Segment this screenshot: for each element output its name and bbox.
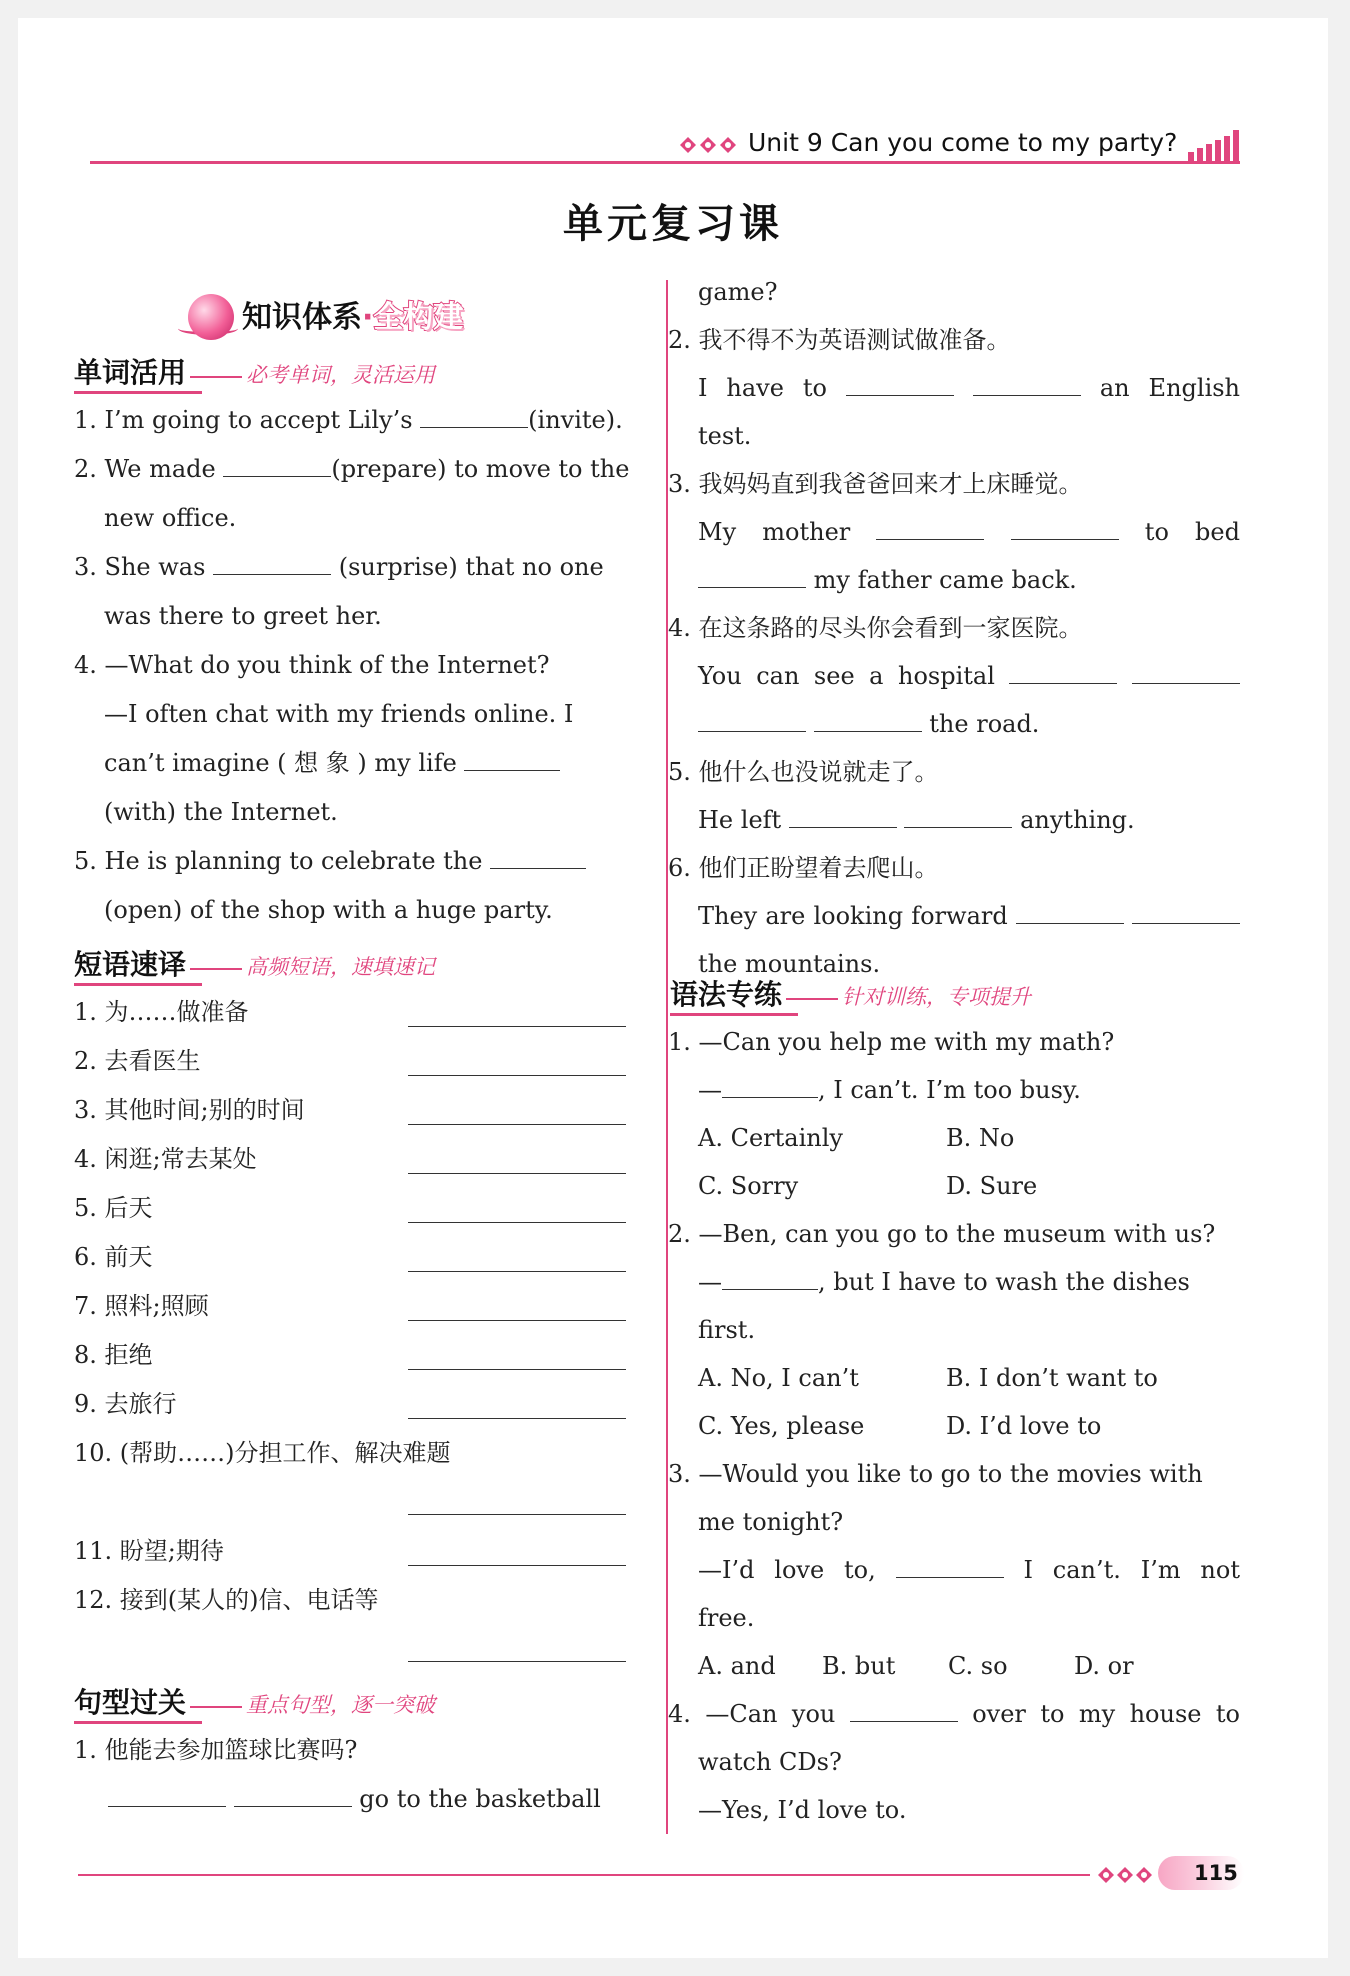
header-rule <box>90 161 1240 164</box>
word-q4-line3 <box>104 747 560 779</box>
banner-text-pink: 全构建 <box>373 300 464 335</box>
grammar-q2-option-b[interactable]: B. I don’t want to <box>946 1364 1158 1392</box>
banner-text <box>242 292 463 336</box>
phrase-9: 9. 去旅行 <box>74 1390 177 1418</box>
sentence-5-text-end: anything. <box>1020 806 1135 834</box>
answer-blank[interactable] <box>698 709 806 732</box>
grammar-q3-option-a[interactable]: A. and <box>698 1652 776 1680</box>
section-underline <box>74 1721 202 1724</box>
grammar-q1-option-a[interactable]: A. Certainly <box>698 1124 843 1152</box>
answer-blank[interactable] <box>108 1784 226 1807</box>
sentence-3-english <box>698 516 1240 548</box>
word-q4: 4. —What do you think of the Internet? <box>74 651 550 679</box>
section-subtitle: 高频短语，速填速记 <box>246 955 436 979</box>
grammar-q1-option-c[interactable]: C. Sorry <box>698 1172 799 1200</box>
word-q1 <box>74 404 623 436</box>
dash: — <box>698 1076 722 1104</box>
sentence-2-english <box>698 372 1240 404</box>
grammar-q4 <box>668 1698 1240 1730</box>
answer-blank[interactable] <box>1011 517 1119 540</box>
word-q2 <box>74 453 629 485</box>
section-title: 单词活用 <box>74 356 187 389</box>
section-subtitle: 重点句型，逐一突破 <box>246 1693 436 1717</box>
sentence-3-cont <box>698 564 1077 596</box>
section-heading-phrases <box>74 948 435 982</box>
sentence-1-end: game? <box>698 278 778 306</box>
pink-ball-icon <box>188 294 234 340</box>
word-q4-line2: —I often chat with my friends online. I <box>104 700 574 728</box>
page-number: 115 <box>1194 1861 1238 1885</box>
answer-blank[interactable] <box>814 709 922 732</box>
word-q1-hint: (invite). <box>528 406 623 434</box>
phrase-12: 12. 接到(某人的)信、电话等 <box>74 1586 379 1614</box>
word-q2-text: 2. We made <box>74 455 216 483</box>
sentence-1-text: go to the basketball <box>359 1785 601 1813</box>
grammar-q2-reply-text: , but I have to wash the dishes <box>818 1268 1190 1296</box>
section-heading-words <box>74 356 435 390</box>
answer-line[interactable] <box>408 1565 626 1566</box>
phrase-11: 11. 盼望;期待 <box>74 1537 224 1565</box>
diamond-arrows-icon <box>678 134 740 156</box>
sentence-4-text: You can see a hospital <box>698 662 995 690</box>
word-q2-hint: (prepare) to move to the <box>331 455 630 483</box>
sentence-5-text: He left <box>698 806 782 834</box>
answer-line[interactable] <box>408 1369 626 1370</box>
word-q3 <box>74 551 604 583</box>
word-q4-line4: (with) the Internet. <box>104 798 338 826</box>
sentence-5-chinese: 5. 他什么也没说就走了。 <box>668 758 939 786</box>
answer-line[interactable] <box>408 1271 626 1272</box>
sentence-6-text: They are looking forward <box>698 902 1008 930</box>
answer-blank[interactable] <box>464 748 560 771</box>
answer-line[interactable] <box>408 1514 626 1515</box>
section-dash <box>786 998 838 1000</box>
sentence-2-text: I have to <box>698 374 827 402</box>
grammar-q2-end: first. <box>698 1316 756 1344</box>
phrase-8: 8. 拒绝 <box>74 1341 153 1369</box>
sentence-5-english <box>698 804 1135 836</box>
answer-blank[interactable] <box>846 373 954 396</box>
unit-title: Unit 9 Can you come to my party? <box>748 128 1178 157</box>
word-q2-cont: new office. <box>104 504 237 532</box>
phrase-6: 6. 前天 <box>74 1243 153 1271</box>
answer-blank[interactable] <box>698 565 806 588</box>
grammar-q4-text-end: over to my house to <box>972 1700 1240 1728</box>
grammar-q2-option-d[interactable]: D. I’d love to <box>946 1412 1102 1440</box>
grammar-q2: 2. —Ben, can you go to the museum with us? <box>668 1220 1216 1248</box>
word-q5-cont: (open) of the shop with a huge party. <box>104 896 553 924</box>
answer-blank[interactable] <box>896 1555 1004 1578</box>
sentence-3-end: my father came back. <box>813 566 1077 594</box>
section-banner <box>178 286 558 346</box>
answer-blank[interactable] <box>876 517 984 540</box>
banner-dot: · <box>362 300 374 335</box>
section-dash <box>190 376 242 378</box>
sentence-4-chinese: 4. 在这条路的尽头你会看到一家医院。 <box>668 614 1083 642</box>
sentence-6-chinese: 6. 他们正盼望着去爬山。 <box>668 854 939 882</box>
grammar-q2-reply <box>698 1266 1190 1298</box>
answer-line[interactable] <box>408 1026 626 1027</box>
phrase-3: 3. 其他时间;别的时间 <box>74 1096 305 1124</box>
grammar-q1: 1. —Can you help me with my math? <box>668 1028 1115 1056</box>
answer-blank[interactable] <box>722 1075 818 1098</box>
grammar-q3-option-c[interactable]: C. so <box>948 1652 1008 1680</box>
sentence-2-end: test. <box>698 422 752 450</box>
answer-blank[interactable] <box>1132 901 1240 924</box>
answer-blank[interactable] <box>223 454 331 477</box>
answer-line[interactable] <box>408 1173 626 1174</box>
answer-blank[interactable] <box>1132 661 1240 684</box>
answer-line[interactable] <box>408 1418 626 1419</box>
phrase-4: 4. 闲逛;常去某处 <box>74 1145 257 1173</box>
answer-line[interactable] <box>408 1124 626 1125</box>
grammar-q3-end: free. <box>698 1604 755 1632</box>
section-underline <box>670 1013 798 1016</box>
phrase-7: 7. 照料;照顾 <box>74 1292 209 1320</box>
page-title: 单元复习课 <box>563 201 783 247</box>
grammar-q1-option-d[interactable]: D. Sure <box>946 1172 1038 1200</box>
sentence-6-english <box>698 900 1240 932</box>
answer-line[interactable] <box>408 1075 626 1076</box>
grammar-q3-reply-end: I can’t. I’m not <box>1023 1556 1240 1584</box>
diamond-arrows-icon <box>1096 1864 1156 1886</box>
sentence-2-chinese: 2. 我不得不为英语测试做准备。 <box>668 326 1011 354</box>
grammar-q1-option-b[interactable]: B. No <box>946 1124 1015 1152</box>
section-title: 句型过关 <box>74 1686 187 1719</box>
section-title: 语法专练 <box>670 978 783 1011</box>
answer-blank[interactable] <box>490 846 586 869</box>
phrase-5: 5. 后天 <box>74 1194 153 1222</box>
grammar-q3-line2: me tonight? <box>698 1508 844 1536</box>
section-subtitle: 针对训练，专项提升 <box>842 985 1032 1009</box>
answer-blank[interactable] <box>420 405 528 428</box>
sentence-1-chinese: 1. 他能去参加篮球比赛吗? <box>74 1736 358 1764</box>
word-q3-text: 3. She was <box>74 553 206 581</box>
sentence-3-text-end: to bed <box>1144 518 1240 546</box>
answer-blank[interactable] <box>973 373 1081 396</box>
section-heading-grammar <box>670 978 1031 1012</box>
word-q3-cont: was there to greet her. <box>104 602 382 630</box>
grammar-q3-reply-text: —I’d love to, <box>698 1556 876 1584</box>
answer-blank[interactable] <box>1009 661 1117 684</box>
section-dash <box>190 968 242 970</box>
grammar-q4-text: 4. —Can you <box>668 1700 836 1728</box>
sentence-4-english <box>698 660 1240 692</box>
workbook-page <box>18 18 1328 1958</box>
answer-blank[interactable] <box>1016 901 1124 924</box>
answer-line[interactable] <box>408 1222 626 1223</box>
sentence-3-chinese: 3. 我妈妈直到我爸爸回来才上床睡觉。 <box>668 470 1083 498</box>
grammar-q3-reply <box>698 1554 1240 1586</box>
word-q5-text: 5. He is planning to celebrate the <box>74 847 483 875</box>
section-underline <box>74 983 202 986</box>
word-q1-text: 1. I’m going to accept Lily’s <box>74 406 413 434</box>
grammar-q3: 3. —Would you like to go to the movies with <box>668 1460 1203 1488</box>
sentence-2-text-end: an English <box>1099 374 1241 402</box>
answer-blank[interactable] <box>234 1784 352 1807</box>
answer-line[interactable] <box>408 1320 626 1321</box>
section-heading-sentences <box>74 1686 435 1720</box>
word-q3-hint: (surprise) that no one <box>338 553 604 581</box>
sentence-6-end: the mountains. <box>698 950 881 978</box>
grammar-q2-option-c[interactable]: C. Yes, please <box>698 1412 865 1440</box>
grammar-q3-option-d[interactable]: D. or <box>1074 1652 1134 1680</box>
footer-rule <box>78 1874 1090 1876</box>
word-q4-text: can’t imagine ( 想 象 ) my life <box>104 749 457 777</box>
grammar-q1-reply-text: , I can’t. I’m too busy. <box>818 1076 1081 1104</box>
phrase-2: 2. 去看医生 <box>74 1047 201 1075</box>
sentence-4-end: the road. <box>929 710 1040 738</box>
grammar-q2-option-a[interactable]: A. No, I can’t <box>698 1364 859 1392</box>
answer-blank[interactable] <box>904 805 1012 828</box>
word-q5 <box>74 845 586 877</box>
grammar-q3-option-b[interactable]: B. but <box>822 1652 896 1680</box>
answer-blank[interactable] <box>213 552 331 575</box>
grammar-q1-reply <box>698 1074 1081 1106</box>
phrase-10: 10. (帮助……)分担工作、解决难题 <box>74 1439 451 1467</box>
section-dash <box>190 1706 242 1708</box>
sentence-3-text: My mother <box>698 518 851 546</box>
section-title: 短语速译 <box>74 948 187 981</box>
phrase-1: 1. 为……做准备 <box>74 998 249 1026</box>
answer-line[interactable] <box>408 1661 626 1662</box>
answer-blank[interactable] <box>850 1699 958 1722</box>
answer-blank[interactable] <box>722 1267 818 1290</box>
grammar-q4-line2: watch CDs? <box>698 1748 842 1776</box>
section-underline <box>74 391 202 394</box>
sentence-4-cont <box>698 708 1039 740</box>
sentence-1-english <box>108 1783 601 1815</box>
banner-text-black: 知识体系 <box>242 300 362 335</box>
answer-blank[interactable] <box>789 805 897 828</box>
section-subtitle: 必考单词，灵活运用 <box>246 363 436 387</box>
grammar-q4-reply: —Yes, I’d love to. <box>698 1796 907 1824</box>
bar-graph-icon <box>1186 128 1242 162</box>
dash: — <box>698 1268 722 1296</box>
